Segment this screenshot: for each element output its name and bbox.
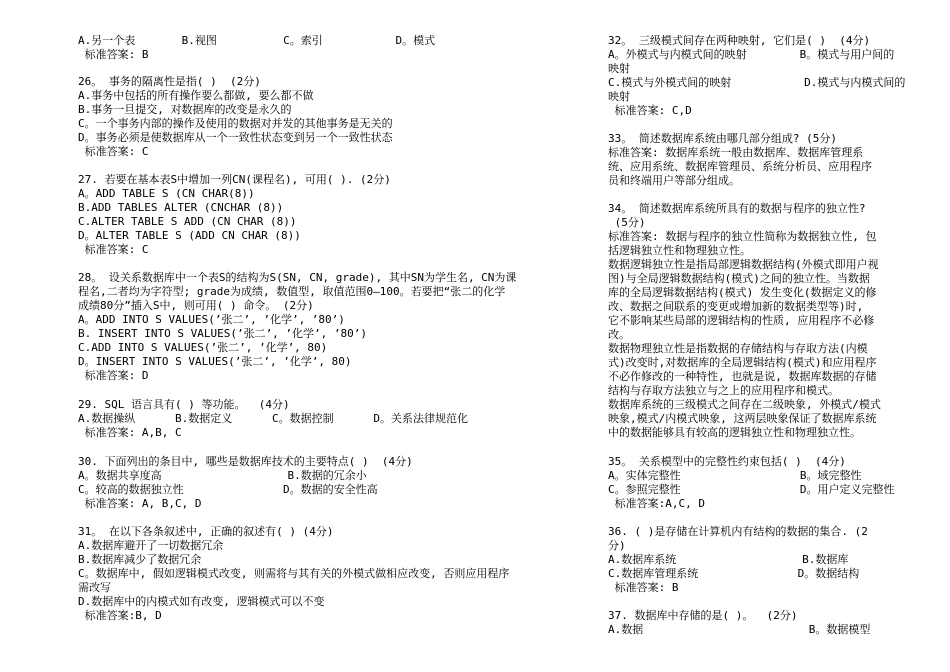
text-line: 36. ( )是存储在计算机内有结构的数据的集合. (2: [608, 525, 868, 538]
text-line: 标准答案: A,B, C: [78, 426, 182, 439]
text-line: C。一个事务内部的操作及使用的数据对并发的其他事务是无关的: [78, 117, 393, 130]
text-line: D。事务必须是使数据库从一个一致性状态变到另一个一致性状态: [78, 131, 393, 144]
text-line: 改。: [608, 328, 630, 341]
text-line: 程名,二者均为字符型; grade为成绩, 数值型, 取值范围0—100。若要把“张二的化学: [78, 285, 506, 298]
text-line: 35。 关系模型中的完整性约束包括( ) (4分): [608, 455, 846, 468]
text-line: D。INSERT INTO S VALUES(’张二’, ’化学’, 80): [78, 355, 352, 368]
text-line: 37. 数据库中存储的是( )。 (2分): [608, 609, 798, 622]
text-line: C.模式与外模式间的映射 D.模式与内模式间的: [608, 76, 906, 89]
text-line: 括逻辑独立性和物理独立性。: [608, 244, 751, 257]
text-line: A。数据共享度高 B.数据的冗余小: [78, 469, 367, 482]
text-line: C。数据库中, 假如逻辑模式改变, 则需将与其有关的外模式做相应改变, 否则应用程序: [78, 567, 510, 580]
text-line: 34。 简述数据库系统所具有的数据与程序的独立性?: [608, 202, 866, 215]
text-line: 标准答案: A, B,C, D: [78, 497, 202, 510]
text-line: C.ALTER TABLE S ADD (CN CHAR (8)): [78, 215, 297, 228]
text-line: 标准答案: C: [78, 243, 149, 256]
text-line: 标准答案: 数据库系统一般由数据库、数据库管理系: [608, 146, 864, 159]
text-line: 不必作修改的一种特性, 也就是说, 数据库数据的存储: [608, 370, 877, 383]
text-line: 它不影响某些局部的逻辑结构的性质, 应用程序不必修: [608, 314, 875, 327]
text-line: 数据逻辑独立性是指局部逻辑数据结构(外模式即用户视: [608, 258, 879, 271]
text-line: 结构与存取方法独立与之上的应用程序和模式。: [608, 384, 839, 397]
text-line: A.事务中包括的所有操作要么都做, 要么都不做: [78, 89, 314, 102]
text-line: A.另一个表 B.视图 C。索引 D。模式: [78, 34, 436, 47]
text-line: 图)与全局逻辑数据结构(模式)之间的独立性。当数据: [608, 272, 870, 285]
text-line: C。参照完整性 D。用户定义完整性: [608, 483, 895, 496]
text-line: 26。 事务的隔离性是指( ) (2分): [78, 75, 261, 88]
text-line: 标准答案:B, D: [78, 609, 162, 622]
text-line: 标准答案: C,D: [608, 104, 692, 117]
text-line: A.数据库系统 B.数据库: [608, 553, 849, 566]
text-line: 标准答案: B: [608, 581, 679, 594]
text-line: B.ADD TABLES ALTER (CNCHAR (8)): [78, 201, 284, 214]
text-line: C.ADD INTO S VALUES(’张二’, ’化学’, 80): [78, 341, 328, 354]
text-line: 33。 简述数据库系统由哪几部分组成? (5分): [608, 132, 837, 145]
text-line: (5分): [608, 216, 646, 229]
text-line: 中的数据能够具有较高的逻辑独立性和物理独立性。: [608, 426, 861, 439]
text-line: 式)改变时,对数据库的全局逻辑结构(模式)和应用程序: [608, 356, 877, 369]
text-line: A.数据操纵 B.数据定义 C。数据控制 D。关系法律规范化: [78, 412, 468, 425]
text-line: 数据库系统的三级模式之间存在二级映象, 外模式/模式: [608, 398, 881, 411]
text-line: A.数据 B。数据模型: [608, 623, 871, 636]
text-line: 30. 下面列出的条目中, 哪些是数据库技术的主要特点( ) (4分): [78, 455, 413, 468]
text-line: C。较高的数据独立性 D。数据的安全性高: [78, 483, 378, 496]
text-line: D。ALTER TABLE S (ADD CN CHAR (8)): [78, 229, 301, 242]
text-line: 改、数据之间联系的变更或增加新的数据类型等)时,: [608, 300, 864, 313]
text-line: 标准答案: B: [78, 48, 149, 61]
text-line: 分): [608, 539, 626, 552]
text-line: B. INSERT INTO S VALUES(’张二’, ’化学’, ’80’): [78, 327, 368, 340]
text-line: 映射: [608, 62, 630, 75]
text-line: B.事务一旦提交, 对数据库的改变是永久的: [78, 103, 292, 116]
text-line: A。ADD INTO S VALUES(’张二’, ’化学’, ’80’): [78, 313, 345, 326]
text-line: 统、应用系统、数据库管理员、系统分析员、应用程序: [608, 160, 872, 173]
text-line: B.数据库减少了数据冗余: [78, 553, 202, 566]
text-line: 需改写: [78, 581, 111, 594]
text-line: 标准答案: C: [78, 145, 149, 158]
text-line: 库的全局逻辑数据结构(模式) 发生变化(数据定义的修: [608, 286, 877, 299]
text-line: 成绩80分”插入S中, 则可用( ) 命令。 (2分): [78, 299, 314, 312]
text-line: 标准答案: D: [78, 369, 149, 382]
text-line: C.数据库管理系统 D。数据结构: [608, 567, 860, 580]
text-line: A。实体完整性 B。域完整性: [608, 469, 862, 482]
text-line: 映射: [608, 90, 630, 103]
text-line: 32。 三级模式间存在两种映射, 它们是( ) (4分): [608, 34, 871, 47]
text-line: 映象,模式/内模式映象, 这两层映象保证了数据库系统: [608, 412, 877, 425]
text-line: D.数据库中的内模式如有改变, 逻辑模式可以不变: [78, 595, 325, 608]
text-line: A。ADD TABLE S (CN CHAR(8)): [78, 187, 255, 200]
text-line: 27. 若要在基本表S中增加一列CN(课程名), 可用( ). (2分): [78, 173, 391, 186]
text-line: 28。 设关系数据库中一个表S的结构为S(SN, CN, grade), 其中SN为学生名, CN为课: [78, 271, 517, 284]
text-line: 31。 在以下各条叙述中, 正确的叙述有( ) (4分): [78, 525, 334, 538]
text-line: A。外模式与内模式间的映射 B。模式与用户间的: [608, 48, 895, 61]
text-line: 数据物理独立性是指数据的存储结构与存取方法(内模: [608, 342, 868, 355]
text-line: 标准答案:A,C, D: [608, 497, 705, 510]
text-line: 29. SQL 语言具有( ) 等功能。 (4分): [78, 398, 290, 411]
text-line: A.数据库避开了一切数据冗余: [78, 539, 224, 552]
text-line: 员和终端用户等部分组成。: [608, 174, 740, 187]
text-line: 标准答案: 数据与程序的独立性简称为数据独立性, 包: [608, 230, 877, 243]
